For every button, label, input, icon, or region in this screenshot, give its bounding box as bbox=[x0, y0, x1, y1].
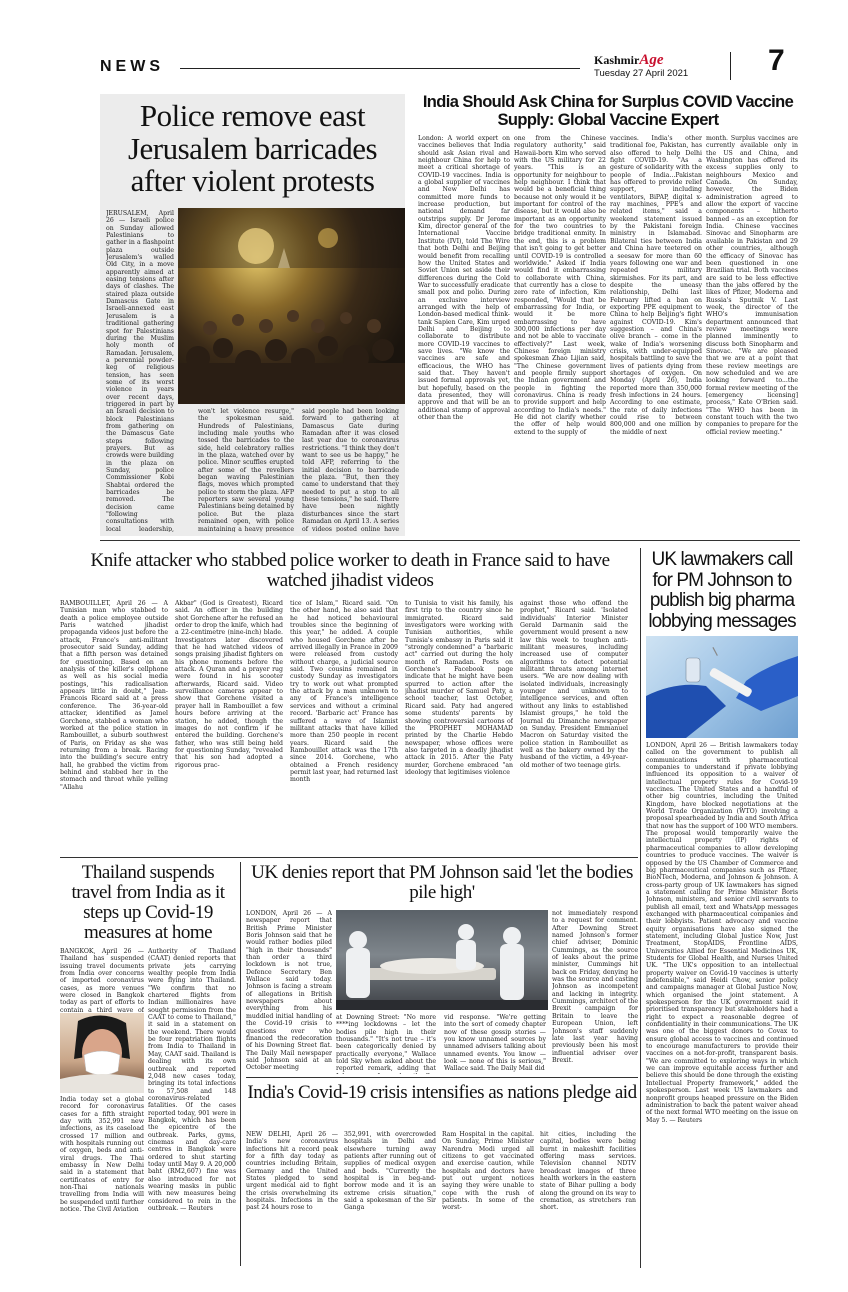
brand-second: Age bbox=[639, 52, 664, 68]
section-label: NEWS bbox=[100, 58, 164, 75]
knife-headline: Knife attacker who stabbed police worker to death in France said to have watched jihadist videos bbox=[90, 550, 610, 591]
thai-headline: Thailand suspends travel from India as it steps up Covid-19 measures at home bbox=[71, 862, 225, 943]
section-rule bbox=[180, 68, 580, 69]
knife-column-1: RAMBOUILLET, April 26 — A Tunisian man who stabbed to death a police employee outside Paris watched jihadist propaganda videos just before the attack, France's anti-militant prosecutor said Sunday, adding that a fifth person was detained for questioning. Based on an analysis of the killer's cellphone as well as his social media postings, "his radicalisation appears little in doubt," Jean-Francois Ricard said at a press conference. The 36-year-old attacker, identified as Jamel Gorchene, stabbed a woman who worked at the police station in Rambouillet, a suburb southwest of Paris, on Friday as she was returning from a break. Racing into the building's secure entry hall, he grabbed the victim from behind and stabbed her in the stomach and throat while yelling "Allahu bbox=[60, 600, 168, 791]
indiacrisis-column-2: 352,991, with overcrowded hospitals in Delhi and elsewhere turning away patients after running out of supplies of medical oxygen and beds. "Currently the hospital is in beg-and-borrow mode and it is an extreme crisis situation," said a spokesman of the Sir Ganga bbox=[344, 1131, 436, 1212]
knife-column-4: to Tunisia to visit his family, his first trip to the country since he immigrated. Ricard said investigators were working with Tunisian authorities, while Tunisia's embassy in Paris said it "strongly condemned" a "barbaric act" carried out during the holy month of Ramadan. Posts on Gorchene's Facebook page indicate that he might have been spurred to action after the jihadist murder of Samuel Paty, a school teacher, last October, Ricard said. Paty had angered some students' parents by showing controversial cartoons of the PROPHET MOHAMAD printed by the Charlie Hebdo newspaper, whose offices were also targeted in a deadly jihadist attack in 2015. After the Paty murder, Gorchene embraced "an ideology that legitimises violence bbox=[405, 600, 513, 776]
rule-right-column bbox=[640, 548, 641, 1268]
ukdenies-column-3: vid response. "We're getting into the sort of comedy chapter now of these gossip stories — you know unnamed sources by unnamed advisers talking about unnamed events. You know — look — none of this is serious," Wallace said. The Daily Mail did bbox=[444, 1014, 546, 1073]
ukdenies-headline: UK denies report that PM Johnson said 'let the bodies pile high' bbox=[251, 862, 633, 903]
knife-column-5: against those who offend the prophet," Ricard said. 'Isolated individuals' Interior Minister Gerald Darmanin said the government would present a new law this week to toughen anti-militant measures, including increased use of computer algorithms to detect potential militant threats among internet users. "We are now dealing with isolated individuals, increasingly younger and unknown to intelligence services, and often without any links to established Islamist groups," he told the Journal du Dimanche newspaper on Sunday. President Emmanuel Macron on Saturday visited the police station in Rambouillet as well as the bakery owned by the husband of the victim, a 49-year-old mother of two teenage girls. bbox=[520, 600, 628, 769]
china-column-3: vaccines. India's other traditional foe, Pakistan, has also offered to help Delhi fight COVID-19. "As a gesture of solidarity with the people of India...Pakistan has offered to provide relief support, including ventilators, BiPAP, digital x-ray machines, PPE's and related items," said a weekend statement issued by the Pakistani foreign ministry in Islamabad. Bilateral ties between India and China have teetered on a seesaw for more than 60 years following one war and repeated military skirmishes. For its part, and despite the uneasy relationship, Delhi last February lifted a ban on exporting PPE equipment to China to help Beijing's fight against COVID-19. Kim's suggestion – and China's olive branch – come in the wake of India's worsening crisis, with under-equipped hospitals battling to save the lives of patients dying from shortages of oxygen. On Monday (April 26), India reported more than 350,000 fresh infections in 24 hours. According to one estimate, the rate of daily infections could rise to between 800,000 and one million by the middle of next bbox=[610, 135, 702, 436]
protest-photo bbox=[178, 208, 405, 404]
ppe-stretcher-photo bbox=[336, 910, 548, 1010]
uklobby-text: LONDON, April 26 — British lawmakers today called on the government to publish all communications with pharmaceutical companies to understand if private lobbying influenced its opposition to a waiver of intellectual property rules for Covid-19 vaccines. The United States and a handful of other big countries, including the United Kingdom, have blocked negotiations at the World Trade Organization (WTO) involving a proposal spearheaded by India and South Africa that now has the support of 100 WTO members. The proposal would temporarily waive the intellectual property (IP) rights of pharmaceutical companies to allow developing countries to produce vaccines. The waiver is opposed by the US Chamber of Commerce and big pharmaceutical companies such as Pfizer, BioNTech, Moderna, and Johnson & Johnson. A cross-party group of UK lawmakers has signed a statement calling for Prime Minister Boris Johnson, ministers, and senior civil servants to publish all email, text and WhatsApp messages exchanged with pharmaceutical companies and their lobbyists. Patient advocacy and vaccine equity organisations have also signed the statement, including Global Justice Now, Just Treatment, StopAIDS, Frontline AIDS, Universities Allied for Essential Medicines UK, Students for Global Health, and Nurses United UK. "The UK's opposition to an intellectual property waiver on Covid-19 vaccines is utterly indefensible," said Heidi Chow, senior policy and campaigns manager at Global Justice Now, which organised the joint statement. A spokesperson for the UK government said it prioritised transparency but stakeholders had a right to expect a reasonable degree of confidentiality in their communications. The UK was one of the biggest donors to Covax to ensure global access to vaccines and continued to encourage manufacturers to provide their vaccines on a not-for-profit, transparent basis. "We are committed to exploring ways in which we can improve equitable access further and believe this should be done through the existing Intellectual Property framework," added the spokesperson. Last week US lawmakers and nonprofit groups heaped pressure on the Biden administration to back the patent waiver ahead of the next formal WTO meeting on the issue on May 5. — Reuters bbox=[646, 742, 798, 1124]
indiacrisis-column-4: hit cities, including the capital, bodies were being burnt in makeshift facilities offering mass services. Television channel NDTV broadcast images of three health workers in the eastern state of Bihar pulling a body along the ground on its way to cremation, as stretchers ran short. bbox=[540, 1131, 636, 1212]
police-story-box bbox=[100, 94, 405, 536]
masthead bbox=[0, 0, 848, 86]
indiacrisis-column-3: Ram Hospital in the capital. On Sunday, Prime Minister Narendra Modi urged all citizens to get vaccinated and exercise caution, while hospitals and doctors have put out urgent notices saying they were unable to cope with the rush of patients. In some of the worst- bbox=[442, 1131, 534, 1212]
police-column-1: JERUSALEM, April 26 — Israeli police on Sunday allowed Palestinians to gather in a flashpoint plaza outside Jerusalem's walled Old City, in a move apparently aimed at easing tensions after days of clashes. The staired plaza outside Damascus Gate in Israeli-annexed east Jerusalem is a traditional gathering spot for Palestinians during the Muslim holy month of Ramadan. Jerusalem, a perennial powder-keg of religious tension, has seen some of its worst violence in years over recent days, triggered in part by an Israeli decision to block Palestinians from gathering on the Damascus Gate steps following prayers. But as crowds were building in the plaza on Sunday, police Commissioner Kobi Shabtai ordered the barricades be removed. The decision came "following consultations with local leadership, bbox=[106, 210, 174, 532]
police-column-2: won't let violence resurge," the spokesman said. Hundreds of Palestinians, including male youths who tossed the barricades to the side, held celebratory rallies in the plaza, watched over by police. Minor scuffles erupted after some of the revellers began waving Palestinian flags, moves which prompted police to storm the plaza. AFP reporters saw several young Palestinians being detained by police. But the plaza remained open, with police maintaining a heavy presence bbox=[198, 408, 294, 532]
rule-top-section bbox=[100, 540, 800, 541]
knife-column-2: Akbar" (God is Greatest), Ricard said. An officer in the building shot Gorchene after he refused an order to drop the knife, which had a 22-centimetre (nine-inch) blade. Investigators later discovered that he had watched videos of songs praising jihadist fighters on his phone moments before the attack. A Quran and a prayer rug were found in his scooter afterwards, Ricard said. Video surveillance cameras appear to show that Gorchene visited a prayer hall in Rambouillet a few hours before arriving at the station, he added, though the images do not confirm if he entered the building. Gorchene's father, who was still being held for questioning Sunday, "revealed that his son had adopted a rigorous prac- bbox=[175, 600, 283, 769]
indiacrisis-headline: India's Covid-19 crisis intensifies as nations pledge aid bbox=[247, 1082, 637, 1103]
masked-woman-photo bbox=[60, 1013, 144, 1093]
uklobby-headline: UK lawmakers call for PM Johnson to publish big pharma lobbying messages bbox=[648, 549, 796, 632]
ppe-workers-stretcher-photo-icon bbox=[336, 910, 548, 1010]
ukdenies-column-4: not immediately respond to a request for comment. After Downing Street named Johnson's former chief adviser, Dominic Cummings, as the source of leaks about the prime minister, Cummings hit back on Friday, denying he was the source and casting Johnson as incompetent and lacking in integrity. Cummings, architect of the Brexit campaign for Britain to leave the European Union, left Johnson's staff suddenly late last year having previously been his most influential adviser over Brexit. bbox=[552, 910, 638, 1064]
ukdenies-column-1: LONDON, April 26 — A newspaper report that British Prime Minister Boris Johnson said that he would rather bodies piled "high in their thousands" than order a third lockdown is not true, Defence Secretary Ben Wallace said today. Johnson is facing a stream of allegations in British newspapers about everything from his muddled initial handling of the Covid-19 crisis to questions over who financed the redecoration of his Downing Street flat. The Daily Mail newspaper said Johnson said at an October meeting bbox=[246, 910, 332, 1072]
night-crowd-protest-photo-icon bbox=[178, 208, 405, 404]
issue-date: Tuesday 27 April 2021 bbox=[594, 68, 689, 79]
china-column-4: month. Surplus vaccines are currently available only in the US and China, and Washington has offered its excess supplies only to neighbours Mexico and Canada. On Sunday, however, the Biden administration agreed to allow the export of vaccine components – hitherto banned – as an exception for India. Chinese vaccines Sinovac and Sinopharm are available in Pakistan and 29 other countries, although the efficacy of Sinovac has been questioned in one Brazilian trial. Both vaccines are said to be less effective than the jabs offered by the likes of Pfizer, Moderna and Russia's Sputnik V. Last week, the director of the WHO's immunisation department announced that review meetings were planned imminently to discuss both Sinopharm and Sinovac. "We are pleased that we are at a point that these review meetings are now scheduled and we are looking forward to...the formal review meeting of the [emergency licensing] process," Kate O'Brien said. "The WHO has been in constant touch with the two companies to prepare for the official review meeting." bbox=[706, 135, 798, 436]
brand-logo bbox=[594, 52, 664, 69]
thai-column-2: Authority of Thailand (CAAT) denied reports that private jets carrying wealthy people from India were flying into Thailand. "We confirm that no chartered flights from Indian millionaires have sought permission from the CAAT to come to Thailand," it said in a statement on the weekend. There would be four repatriation flights from India to Thailand in May, CAAT said. Thailand is dealing with its own outbreak and reported 2,048 new cases today, bringing its total infections to 57,508 and 148 coronavirus-related fatalities. Of the cases reported today, 901 were in Bangkok, which has been the epicentre of the outbreak. Parks, gyms, cinemas and day-care centres in Bangkok were ordered to shut starting today until May 9. A 20,000 baht (RM2,607) fine was also introduced for not wearing masks in public with new measures being considered to rein in the outbreak. — Reuters bbox=[148, 948, 236, 1213]
thai-column-1b: India today set a global record for coronavirus cases for a fifth straight day with 352,991 new infections, as its caseload crossed 17 million and with hospitals running out of oxygen, beds and anti-viral drugs. The Thai embassy in New Delhi said in a statement that certificates of entry for non-Thai nationals travelling from India will be suspended until further notice. The Civil Aviation bbox=[60, 1096, 144, 1214]
vaccine-photo bbox=[646, 636, 798, 738]
police-headline: Police remove east Jerusalem barricades after violent protests bbox=[127, 98, 378, 199]
vaccine-syringe-photo-icon bbox=[646, 636, 798, 738]
ukdenies-column-2: at Downing Street: "No more ****ing lockdowns – let the bodies pile high in their thousands." "It's not true – it's been categorically denied by practically everyone," Wallace told Sky when asked about the reported remark, adding that bbox=[336, 1014, 436, 1073]
china-column-2: one from the Chinese regulatory authority," said Hawaii-born Kim who served with the US military for 22 years. "This is an opportunity for neighbour to help neighbour. I think that would be a beneficial thing because not only would it be important for control of the disease, but it would also be important as an opportunity for the two countries to bridge traditional enmity. In the end, this is a problem that isn't going to get better until COVID-19 is controlled worldwide." Asked if India would find it embarrassing to collaborate with China, that currently has a close to zero rate of infection, Kim responded, "Would that be embarrassing for India, or would it be more embarrassing to have 300,000 infections per day and not be able to vaccinate effectively?" Last week, Chinese foreign ministry spokesman Zhao Lijian said, "The Chinese government and people firmly support the Indian government and people in fighting the coronavirus. China is ready to provide support and help according to India's needs." He did not clarify whether the offer of help would extend to the supply of bbox=[514, 135, 606, 436]
police-column-3: said people had been looking forward to gathering at Damascus Gate during Ramadan after it was closed last year due to coronavirus restrictions. "I think they don't want to see us be happy," he told AFP, referring to the initial decision to barricade the plaza. "But, then they came to understand that they needed to put a stop to all these tensions," he said. There have been nightly disturbances since the start Ramadan on April 13. A series of videos posted online have bbox=[302, 408, 399, 532]
rule-thai-separator bbox=[240, 862, 241, 1266]
thai-column-1a: BANGKOK, April 26 — Thailand has suspended issuing travel documents from India over concerns of imported coronavirus cases, as more venues were closed in Bangkok today as part of efforts to contain a third wave of bbox=[60, 948, 144, 1012]
masked-woman-photo-icon bbox=[60, 1013, 144, 1093]
masthead-divider bbox=[730, 52, 731, 80]
rule-mid-section bbox=[60, 857, 638, 858]
brand-first: Kashmir bbox=[594, 53, 640, 67]
page-number: 7 bbox=[768, 44, 785, 77]
indiacrisis-column-1: NEW DELHI, April 26 — India's new coronavirus infections hit a record peak for a fifth day today as countries including Britain, Germany and the United States pledged to send urgent medical aid to fight the crisis overwhelming its hospitals. Infections in the past 24 hours rose to bbox=[246, 1131, 338, 1212]
knife-column-3: tice of Islam," Ricard said. "On the other hand, he also said that he had noticed behavioural troubles since the beginning of this year," he added. A couple who housed Gorchene after he arrived illegally in France in 2009 were released from custody without charge, a judicial source said. Two cousins remained in custody Sunday as investigators try to work out what prompted the attack by a man unknown to any of France's intelligence services and without a criminal record. 'Barbaric act' France has suffered a wave of Islamist militant attacks that have killed more than 250 people in recent years. Ricard said the Rambouillet attack was the 17th since 2014. Gorchene, who obtained a French residency permit last year, had returned last month bbox=[290, 600, 398, 784]
china-column-1: London: A world expert on vaccines believes that India should ask Asian rival and neighbour China for help to meet a critical shortage of COVID-19 vaccines. India is a global supplier of vaccines and New Delhi has committed more funds to increase production, but national demand far outstrips supply. Dr Jerome Kim, director general of the International Vaccine Institute (IVI), told The Wire that both Delhi and Beijing would benefit from recalling how the United States and Soviet Union set aside their differences during the Cold War to successfully eradicate small pox and polio. During an exclusive interview arranged with the help of London-based medical think-tank Sapien Care, Kim urged Delhi and Beijing to collaborate to distribute more COVID-19 vaccines to save lives. "We know the vaccines are safe and efficacious, the WHO has said that. They haven't issued formal approvals yet, but hopefully, based on the data presented, they will approve and that will be an additional stamp of approval other than the bbox=[418, 135, 510, 422]
rule-lower-section bbox=[246, 1077, 638, 1078]
china-headline: India Should Ask China for Surplus COVID Vaccine Supply: Global Vaccine Expert bbox=[422, 93, 794, 129]
